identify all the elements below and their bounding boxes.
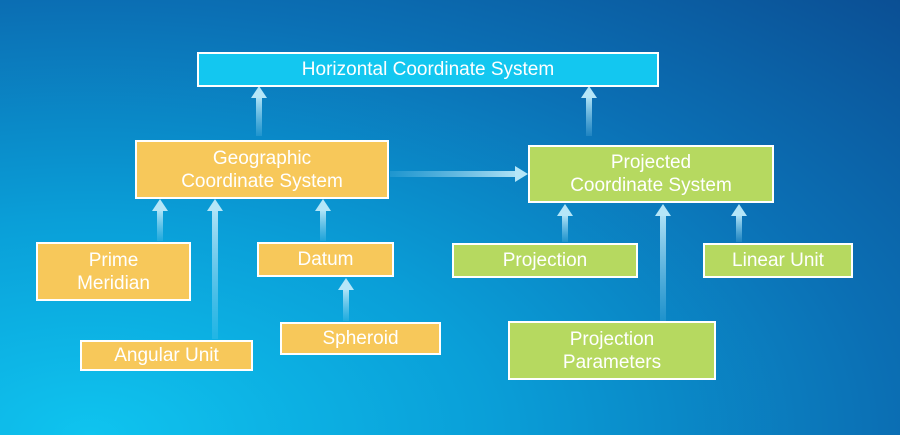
arrow-spheroid-to-datum [338,278,354,321]
geographic-coordinate-system-box: Geographic Coordinate System [135,140,389,199]
arrow-prime-meridian-to-geographic [152,199,168,241]
arrow-projection-to-projected [557,204,573,242]
projection-parameters-box: Projection Parameters [508,321,716,380]
arrow-linear-unit-to-projected [731,204,747,242]
projection-box: Projection [452,243,638,278]
spheroid-box: Spheroid [280,322,441,355]
projected-coordinate-system-box: Projected Coordinate System [528,145,774,203]
angular-unit-box: Angular Unit [80,340,253,371]
datum-box: Datum [257,242,394,277]
arrow-geographic-to-horizontal [251,86,267,136]
linear-unit-box: Linear Unit [703,243,853,278]
arrow-geographic-to-projected [390,166,528,182]
arrow-projection-parameters-to-projected [655,204,671,321]
prime-meridian-box: Prime Meridian [36,242,191,301]
horizontal-coordinate-system-box: Horizontal Coordinate System [197,52,659,87]
arrow-datum-to-geographic [315,199,331,241]
arrow-angular-unit-to-geographic [207,199,223,339]
arrow-projected-to-horizontal [581,86,597,136]
